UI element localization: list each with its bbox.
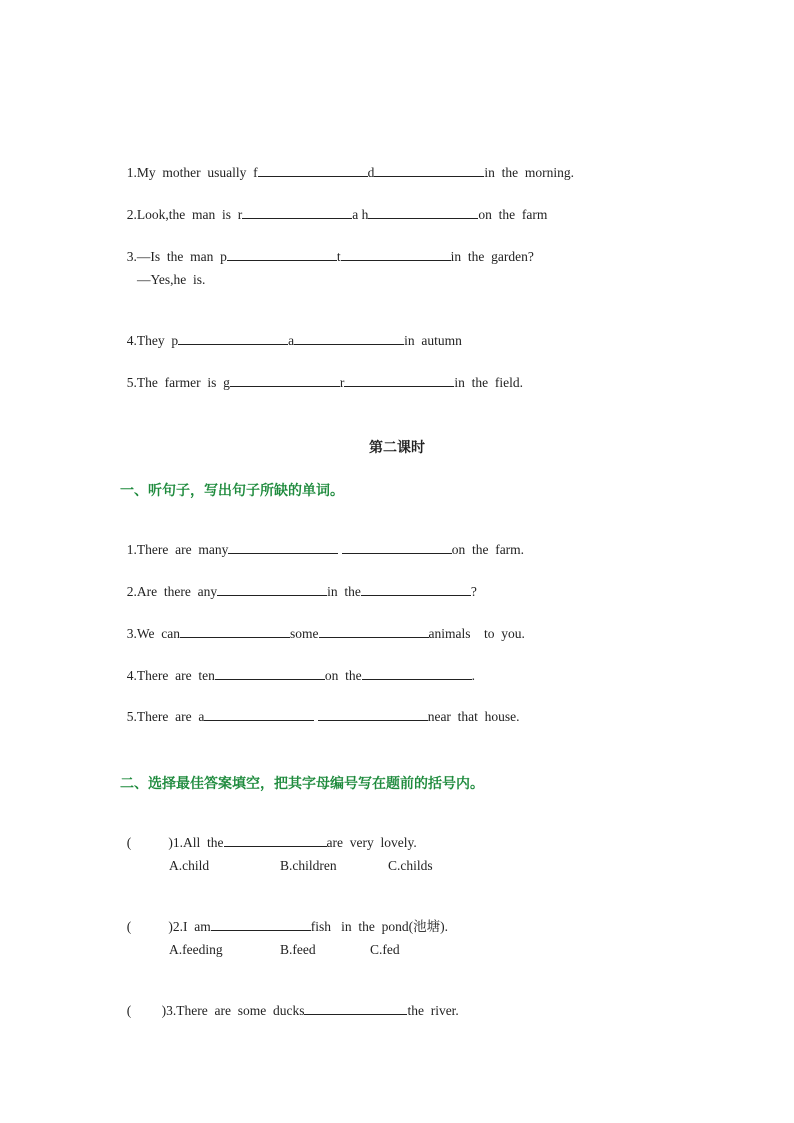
q-text: r [339, 375, 345, 390]
answer-blank[interactable] [362, 666, 472, 680]
answer-blank[interactable] [368, 205, 478, 219]
answer-blank[interactable] [230, 373, 340, 387]
choice-question-2 [120, 899, 448, 936]
option-b: B.children [280, 858, 337, 873]
answer-blank[interactable] [361, 582, 471, 596]
answer-blank[interactable] [342, 540, 452, 554]
q-text: the river. [407, 1003, 459, 1018]
exercise-5 [120, 355, 523, 392]
q-text: some [290, 626, 319, 641]
answer-blank[interactable] [180, 624, 290, 638]
answer-bracket[interactable]: ( ) [126, 919, 173, 934]
q-text: 4.There are ten [126, 668, 215, 683]
answer-blank[interactable] [319, 624, 429, 638]
listen-question-2 [120, 564, 477, 601]
answer-bracket[interactable]: ( ) [126, 835, 173, 850]
listen-question-4 [120, 648, 475, 685]
q-text: in the garden? [450, 249, 534, 264]
answer-blank[interactable] [318, 707, 428, 721]
q-text: 5.The farmer is g [126, 375, 230, 390]
q-text: 2.I am [172, 919, 211, 934]
answer-blank[interactable] [224, 833, 327, 847]
answer-blank[interactable] [211, 917, 311, 931]
option-c: C.childs [388, 858, 433, 873]
q-text: in the field. [454, 375, 523, 390]
q-text: ? [470, 584, 477, 599]
q-text: d [367, 165, 375, 180]
answer-blank[interactable] [227, 247, 337, 261]
answer-blank[interactable] [217, 582, 327, 596]
exercise-2 [120, 187, 547, 224]
answer-blank[interactable] [258, 163, 368, 177]
q-text: 1.All the [172, 835, 224, 850]
q-text: 3.—Is the man p [126, 249, 227, 264]
choice-question-1 [120, 815, 417, 852]
option-a: A.child [169, 858, 210, 873]
answer-blank[interactable] [178, 331, 288, 345]
answer-blank[interactable] [344, 373, 454, 387]
q-text: 1.There are many [126, 542, 229, 557]
q-text: on the farm [478, 207, 548, 222]
exercise-1 [120, 145, 574, 182]
q-text: 3.There are some ducks [166, 1003, 305, 1018]
option-b: B.feed [280, 942, 316, 957]
q-text: 5.There are a [126, 709, 205, 724]
answer-blank[interactable] [304, 1001, 407, 1015]
option-c: C.fed [370, 942, 400, 957]
section-1-heading: 一、听句子，写出句子所缺的单词。 [120, 483, 344, 499]
listen-question-5 [120, 689, 520, 726]
q-text: animals to you. [428, 626, 525, 641]
q-text: in the morning. [484, 165, 574, 180]
q-text: 3.We can [126, 626, 181, 641]
answer-blank[interactable] [204, 707, 314, 721]
q-text: on the [324, 668, 362, 683]
exercise-4 [120, 313, 462, 350]
listen-question-1 [120, 522, 524, 559]
answer-blank[interactable] [341, 247, 451, 261]
answer-bracket[interactable]: ( ) [126, 1003, 167, 1018]
answer-blank[interactable] [294, 331, 404, 345]
answer-blank[interactable] [374, 163, 484, 177]
q-text: in the [327, 584, 361, 599]
q-text: . [471, 668, 475, 683]
exercise-3-answer: —Yes,he is. [137, 272, 206, 287]
q-text: t [336, 249, 341, 264]
lesson-title: 第二课时 [369, 440, 425, 456]
section-2-heading: 二、选择最佳答案填空，把其字母编号写在题前的括号内。 [120, 776, 484, 792]
q-text: 2.Are there any [126, 584, 218, 599]
option-a: A.feeding [169, 942, 223, 957]
listen-question-3 [120, 606, 525, 643]
exercise-3 [120, 229, 534, 266]
choice-question-3 [120, 983, 459, 1020]
q-text: in autumn [404, 333, 462, 348]
answer-blank[interactable] [215, 666, 325, 680]
q-text: 2.Look,the man is r [126, 207, 243, 222]
q-text: near that house. [427, 709, 520, 724]
q-text: 1.My mother usually f [126, 165, 258, 180]
q-text: are very lovely. [326, 835, 417, 850]
q-text: a [288, 333, 295, 348]
q-text: a h [352, 207, 369, 222]
q-text: 4.They p [126, 333, 179, 348]
answer-blank[interactable] [242, 205, 352, 219]
answer-blank[interactable] [228, 540, 338, 554]
q-text: on the farm. [451, 542, 525, 557]
q-text: fish in the pond(池塘). [310, 919, 448, 934]
